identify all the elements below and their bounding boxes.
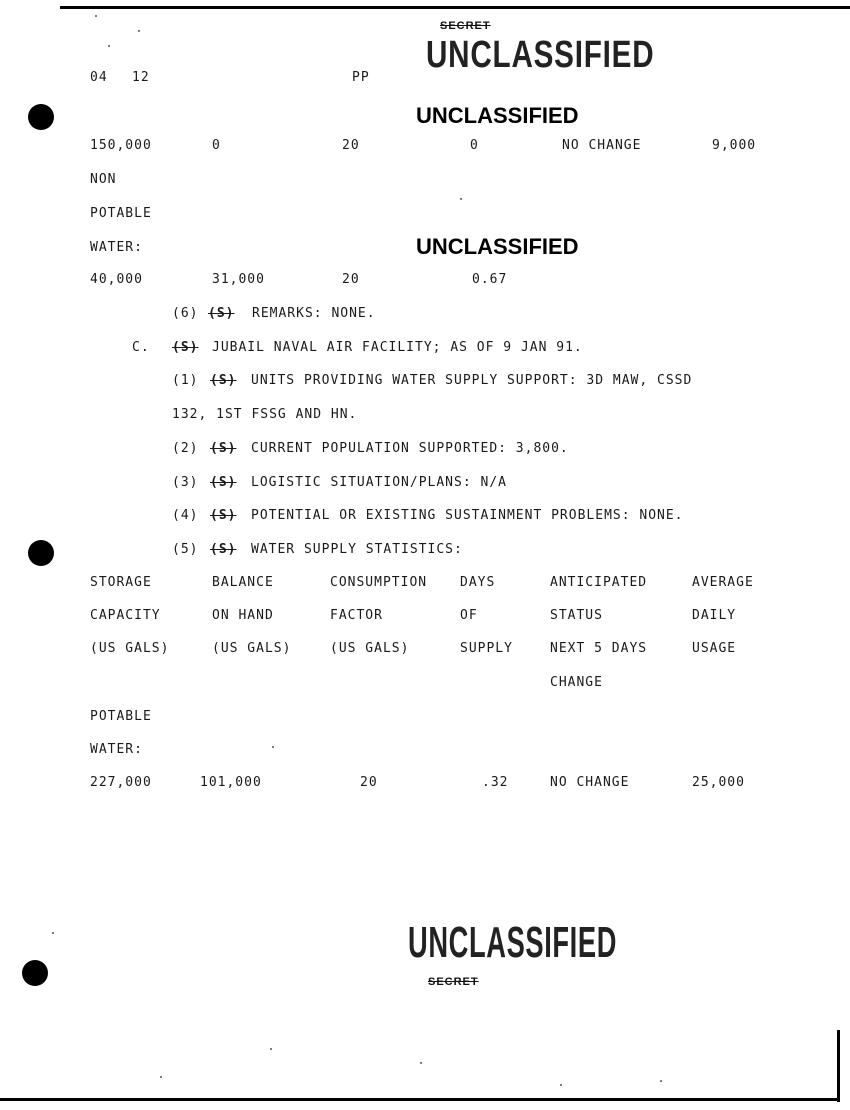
unclassified-banner-1: UNCLASSIFIED xyxy=(416,103,579,128)
header-code-b: 12 xyxy=(132,70,150,85)
item-5-number: (5) xyxy=(172,542,199,557)
header-precedence: PP xyxy=(352,70,370,85)
punch-hole-middle xyxy=(28,540,54,566)
scan-speck xyxy=(660,1080,662,1082)
scan-speck xyxy=(108,45,110,47)
header-status-2: STATUS xyxy=(550,608,603,623)
header-consumption-2: FACTOR xyxy=(330,608,383,623)
row3-storage: 227,000 xyxy=(90,775,152,790)
non-potable-line-1: NON xyxy=(90,172,117,187)
item-4-text: POTENTIAL OR EXISTING SUSTAINMENT PROBLEMS: NONE. xyxy=(251,508,684,523)
header-days-3: SUPPLY xyxy=(460,641,513,656)
row3-usage: 25,000 xyxy=(692,775,745,790)
page-right-edge xyxy=(837,1030,840,1102)
remarks-text: REMARKS: NONE. xyxy=(252,306,376,321)
header-status-3: NEXT 5 DAYS xyxy=(550,641,648,656)
page-bottom-edge xyxy=(0,1098,838,1101)
row1-balance: 0 xyxy=(212,138,221,153)
item-1-number: (1) xyxy=(172,373,199,388)
header-consumption-3: (US GALS) xyxy=(330,641,410,656)
row1-consumption: 20 xyxy=(342,138,360,153)
non-potable-line-2: POTABLE xyxy=(90,206,152,221)
row1-status: NO CHANGE xyxy=(562,138,642,153)
item-4-number: (4) xyxy=(172,508,199,523)
row1-days: 0 xyxy=(470,138,479,153)
item-1-classification: (S) xyxy=(210,373,237,388)
unclassified-stamp-bottom: UNCLASSIFIED xyxy=(408,918,618,967)
header-days-2: OF xyxy=(460,608,478,623)
header-consumption-1: CONSUMPTION xyxy=(330,575,428,590)
item-1-continuation: 132, 1ST FSSG AND HN. xyxy=(172,407,358,422)
scan-speck xyxy=(270,1048,272,1050)
header-storage-2: CAPACITY xyxy=(90,608,161,623)
header-usage-3: USAGE xyxy=(692,641,737,656)
page-top-edge xyxy=(60,6,850,9)
header-status-4: CHANGE xyxy=(550,675,603,690)
item-4-classification: (S) xyxy=(210,508,237,523)
scan-speck xyxy=(138,30,140,32)
scan-speck xyxy=(272,746,274,748)
remarks-classification: (S) xyxy=(208,306,235,321)
header-usage-1: AVERAGE xyxy=(692,575,754,590)
row3-days: .32 xyxy=(482,775,509,790)
header-days-1: DAYS xyxy=(460,575,496,590)
row3-balance: 101,000 xyxy=(200,775,262,790)
section-c-classification: (S) xyxy=(172,340,199,355)
section-c-text: JUBAIL NAVAL AIR FACILITY; AS OF 9 JAN 91. xyxy=(212,340,583,355)
secret-marking-top: SECRET xyxy=(440,20,491,32)
row3-status: NO CHANGE xyxy=(550,775,630,790)
row2-balance: 31,000 xyxy=(212,272,265,287)
row2-storage: 40,000 xyxy=(90,272,143,287)
row2-consumption: 20 xyxy=(342,272,360,287)
header-usage-2: DAILY xyxy=(692,608,737,623)
unclassified-banner-2: UNCLASSIFIED xyxy=(416,234,579,259)
item-5-classification: (S) xyxy=(210,542,237,557)
item-2-classification: (S) xyxy=(210,441,237,456)
punch-hole-bottom xyxy=(22,960,48,986)
potable-line-2: WATER: xyxy=(90,742,143,757)
header-storage-3: (US GALS) xyxy=(90,641,170,656)
remarks-number: (6) xyxy=(172,306,199,321)
scan-speck xyxy=(52,932,54,934)
item-5-text: WATER SUPPLY STATISTICS: xyxy=(251,542,463,557)
scan-speck xyxy=(560,1084,562,1086)
scan-speck xyxy=(420,1062,422,1064)
scan-speck xyxy=(460,198,462,200)
header-balance-1: BALANCE xyxy=(212,575,274,590)
item-1-text: UNITS PROVIDING WATER SUPPLY SUPPORT: 3D MAW, CSSD xyxy=(251,373,693,388)
row3-consumption: 20 xyxy=(360,775,378,790)
non-potable-line-3: WATER: xyxy=(90,240,143,255)
item-2-text: CURRENT POPULATION SUPPORTED: 3,800. xyxy=(251,441,569,456)
item-3-number: (3) xyxy=(172,475,199,490)
section-c-letter: C. xyxy=(132,340,150,355)
unclassified-stamp-top: UNCLASSIFIED xyxy=(426,34,655,76)
row1-storage: 150,000 xyxy=(90,138,152,153)
header-code-a: 04 xyxy=(90,70,108,85)
header-balance-2: ON HAND xyxy=(212,608,274,623)
item-3-text: LOGISTIC SITUATION/PLANS: N/A xyxy=(251,475,507,490)
scan-speck xyxy=(95,15,97,17)
header-status-1: ANTICIPATED xyxy=(550,575,648,590)
item-2-number: (2) xyxy=(172,441,199,456)
scan-speck xyxy=(160,1076,162,1078)
header-storage-1: STORAGE xyxy=(90,575,152,590)
secret-marking-bottom: SECRET xyxy=(428,976,479,988)
punch-hole-top xyxy=(28,104,54,130)
row1-usage: 9,000 xyxy=(712,138,757,153)
header-balance-3: (US GALS) xyxy=(212,641,292,656)
row2-days: 0.67 xyxy=(472,272,508,287)
potable-line-1: POTABLE xyxy=(90,709,152,724)
item-3-classification: (S) xyxy=(210,475,237,490)
